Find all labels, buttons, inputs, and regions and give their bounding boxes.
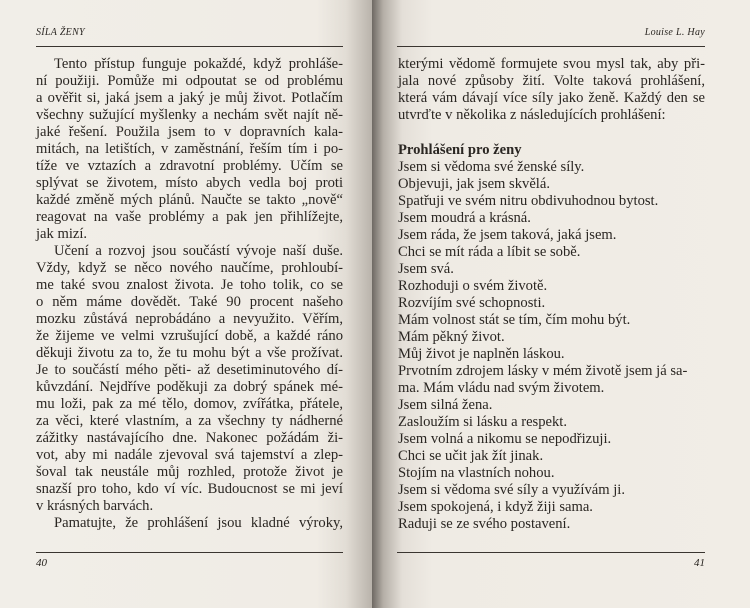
affirmation-item: Chci se učit jak žít jinak. <box>398 448 544 464</box>
affirmation-item: Rozhoduji o svém životě. <box>398 278 548 294</box>
text-line: děkuji životu za to, že tu mohu být a vše prožívat. <box>36 345 343 361</box>
text-line: Učení a rozvoj jsou součástí vývoje naší duše. <box>54 243 343 259</box>
footer-rule <box>397 552 705 553</box>
text-line: vot, aby mi nadále zjevoval svá tajemství a zlep- <box>36 447 343 463</box>
running-head-right: Louise L. Hay <box>644 27 705 38</box>
text-line: mitách, na letištích, v zaměstnání, řeším tím i po- <box>36 141 343 157</box>
affirmation-item: Objevuji, jak jsem skvělá. <box>398 176 550 192</box>
affirmation-item: Můj život je naplněn láskou. <box>398 346 565 362</box>
left-page-body <box>36 56 343 532</box>
affirmation-item: Jsem silná žena. <box>398 397 493 413</box>
affirmation-item: Jsem svá. <box>398 261 454 277</box>
text-line: mozku zůstává neprobádáno a nevyužito. Věřím, <box>36 311 343 327</box>
text-line: ní použiji. Pomůže mi odpoutat se od problému <box>36 73 343 89</box>
header-rule <box>36 46 343 47</box>
text-line: Je to součástí mého pěti- až desetiminutového dí- <box>36 362 343 378</box>
text-line: utvrďte v několika z následujících prohlášení: <box>398 107 666 123</box>
affirmation-item: Raduji se ze svého postavení. <box>398 516 571 532</box>
text-line: Vždy, když se něco nového naučíme, prohloubí- <box>36 260 343 276</box>
text-line: tíže ve vztazích a zdravotní problémy. Učím se <box>36 158 343 174</box>
text-line: a ověřit si, jaká jsem a jaký je můj život. Potlačím <box>36 90 343 106</box>
text-line: Tento přístup funguje pokaždé, když prohláše- <box>54 56 343 72</box>
text-line: splývat se životem, místo abych vedla boj proti <box>36 175 343 191</box>
text-line: Pamatujte, že prohlášení jsou kladné výroky, <box>54 515 343 531</box>
text-line: každé změně mých plánů. Naučte se takto „nově“ <box>36 192 343 208</box>
affirmation-item: Mám volnost stát se tím, čím mohu být. <box>398 312 631 328</box>
text-line: kůvzdání. Nejdříve poděkuji za dobrý spánek mé- <box>36 379 343 395</box>
affirmation-item: Zasloužím si lásku a respekt. <box>398 414 568 430</box>
text-line: reagovat na vaše problémy a pak jen přihlížejte, <box>36 209 343 225</box>
text-line: jala nové způsoby žití. Volte taková prohlášení, <box>398 73 705 89</box>
affirmation-item: Jsem moudrá a krásná. <box>398 210 531 226</box>
affirmation-item: Stojím na vlastních nohou. <box>398 465 555 481</box>
affirmation-item: ma. Mám vládu nad svým životem. <box>398 380 605 396</box>
text-line: o něm máme dovědět. Také 90 procent našeho <box>36 294 343 310</box>
affirmations-list <box>398 159 705 533</box>
text-line: zážitky nastávajícího dne. Nakonec požádám ži- <box>36 430 343 446</box>
text-line: šoval tak neustále můj rozhled, protože život je <box>36 464 343 480</box>
text-line: která vám dávají více síly jako ženě. Každý den se <box>398 90 705 106</box>
affirmation-item: Jsem si vědoma své ženské síly. <box>398 159 585 175</box>
text-line: snazší pro toho, kdo ví víc. Budoucnost se mi jeví <box>36 481 343 497</box>
text-line: kterými vědomě formujete svou mysl tak, aby při- <box>398 56 705 72</box>
right-page <box>372 0 750 608</box>
running-head-left: SÍLA ŽENY <box>36 27 85 38</box>
intro-paragraph <box>398 56 705 124</box>
affirmation-item: Jsem spokojená, i když žiji sama. <box>398 499 593 515</box>
affirmation-item: Prvotním zdrojem lásky v mém životě jsem já sa- <box>398 363 688 379</box>
affirmation-item: Rozvíjím své schopnosti. <box>398 295 546 311</box>
right-page-body <box>398 56 705 533</box>
text-line: že žijeme ve velmi vzrušující době, a každé ráno <box>36 328 343 344</box>
left-page <box>0 0 372 608</box>
text-line: jaké řešení. Použila jsem to v dopravních kala- <box>36 124 343 140</box>
text-line: za věci, které vlastním, a za všechny ty nádherné <box>36 413 343 429</box>
footer-rule <box>36 552 343 553</box>
affirmation-item: Chci se mít ráda a líbit se sobě. <box>398 244 581 260</box>
header-rule <box>397 46 705 47</box>
affirmations-heading: Prohlášení pro ženy <box>398 142 522 158</box>
affirmation-item: Jsem ráda, že jsem taková, jaká jsem. <box>398 227 617 243</box>
affirmation-item: Spatřuji ve svém nitru obdivuhodnou bytost. <box>398 193 659 209</box>
affirmation-item: Jsem si vědoma své síly a využívám ji. <box>398 482 625 498</box>
text-line: všechny sužující myšlenky a nechám svět najít ně- <box>36 107 343 123</box>
text-line: v krásných barvách. <box>36 498 154 514</box>
text-line: me také svou znalost života. Je toho tolik, co se <box>36 277 343 293</box>
text-line: mu loži, pak za mé tělo, domov, zvířátka, přátele, <box>36 396 343 412</box>
affirmation-item: Jsem volná a nikomu se nepodřizuji. <box>398 431 612 447</box>
page-number-right: 41 <box>694 557 705 569</box>
text-line: jak mizí. <box>36 226 88 242</box>
page-number-left: 40 <box>36 557 47 569</box>
affirmation-item: Mám pěkný život. <box>398 329 505 345</box>
